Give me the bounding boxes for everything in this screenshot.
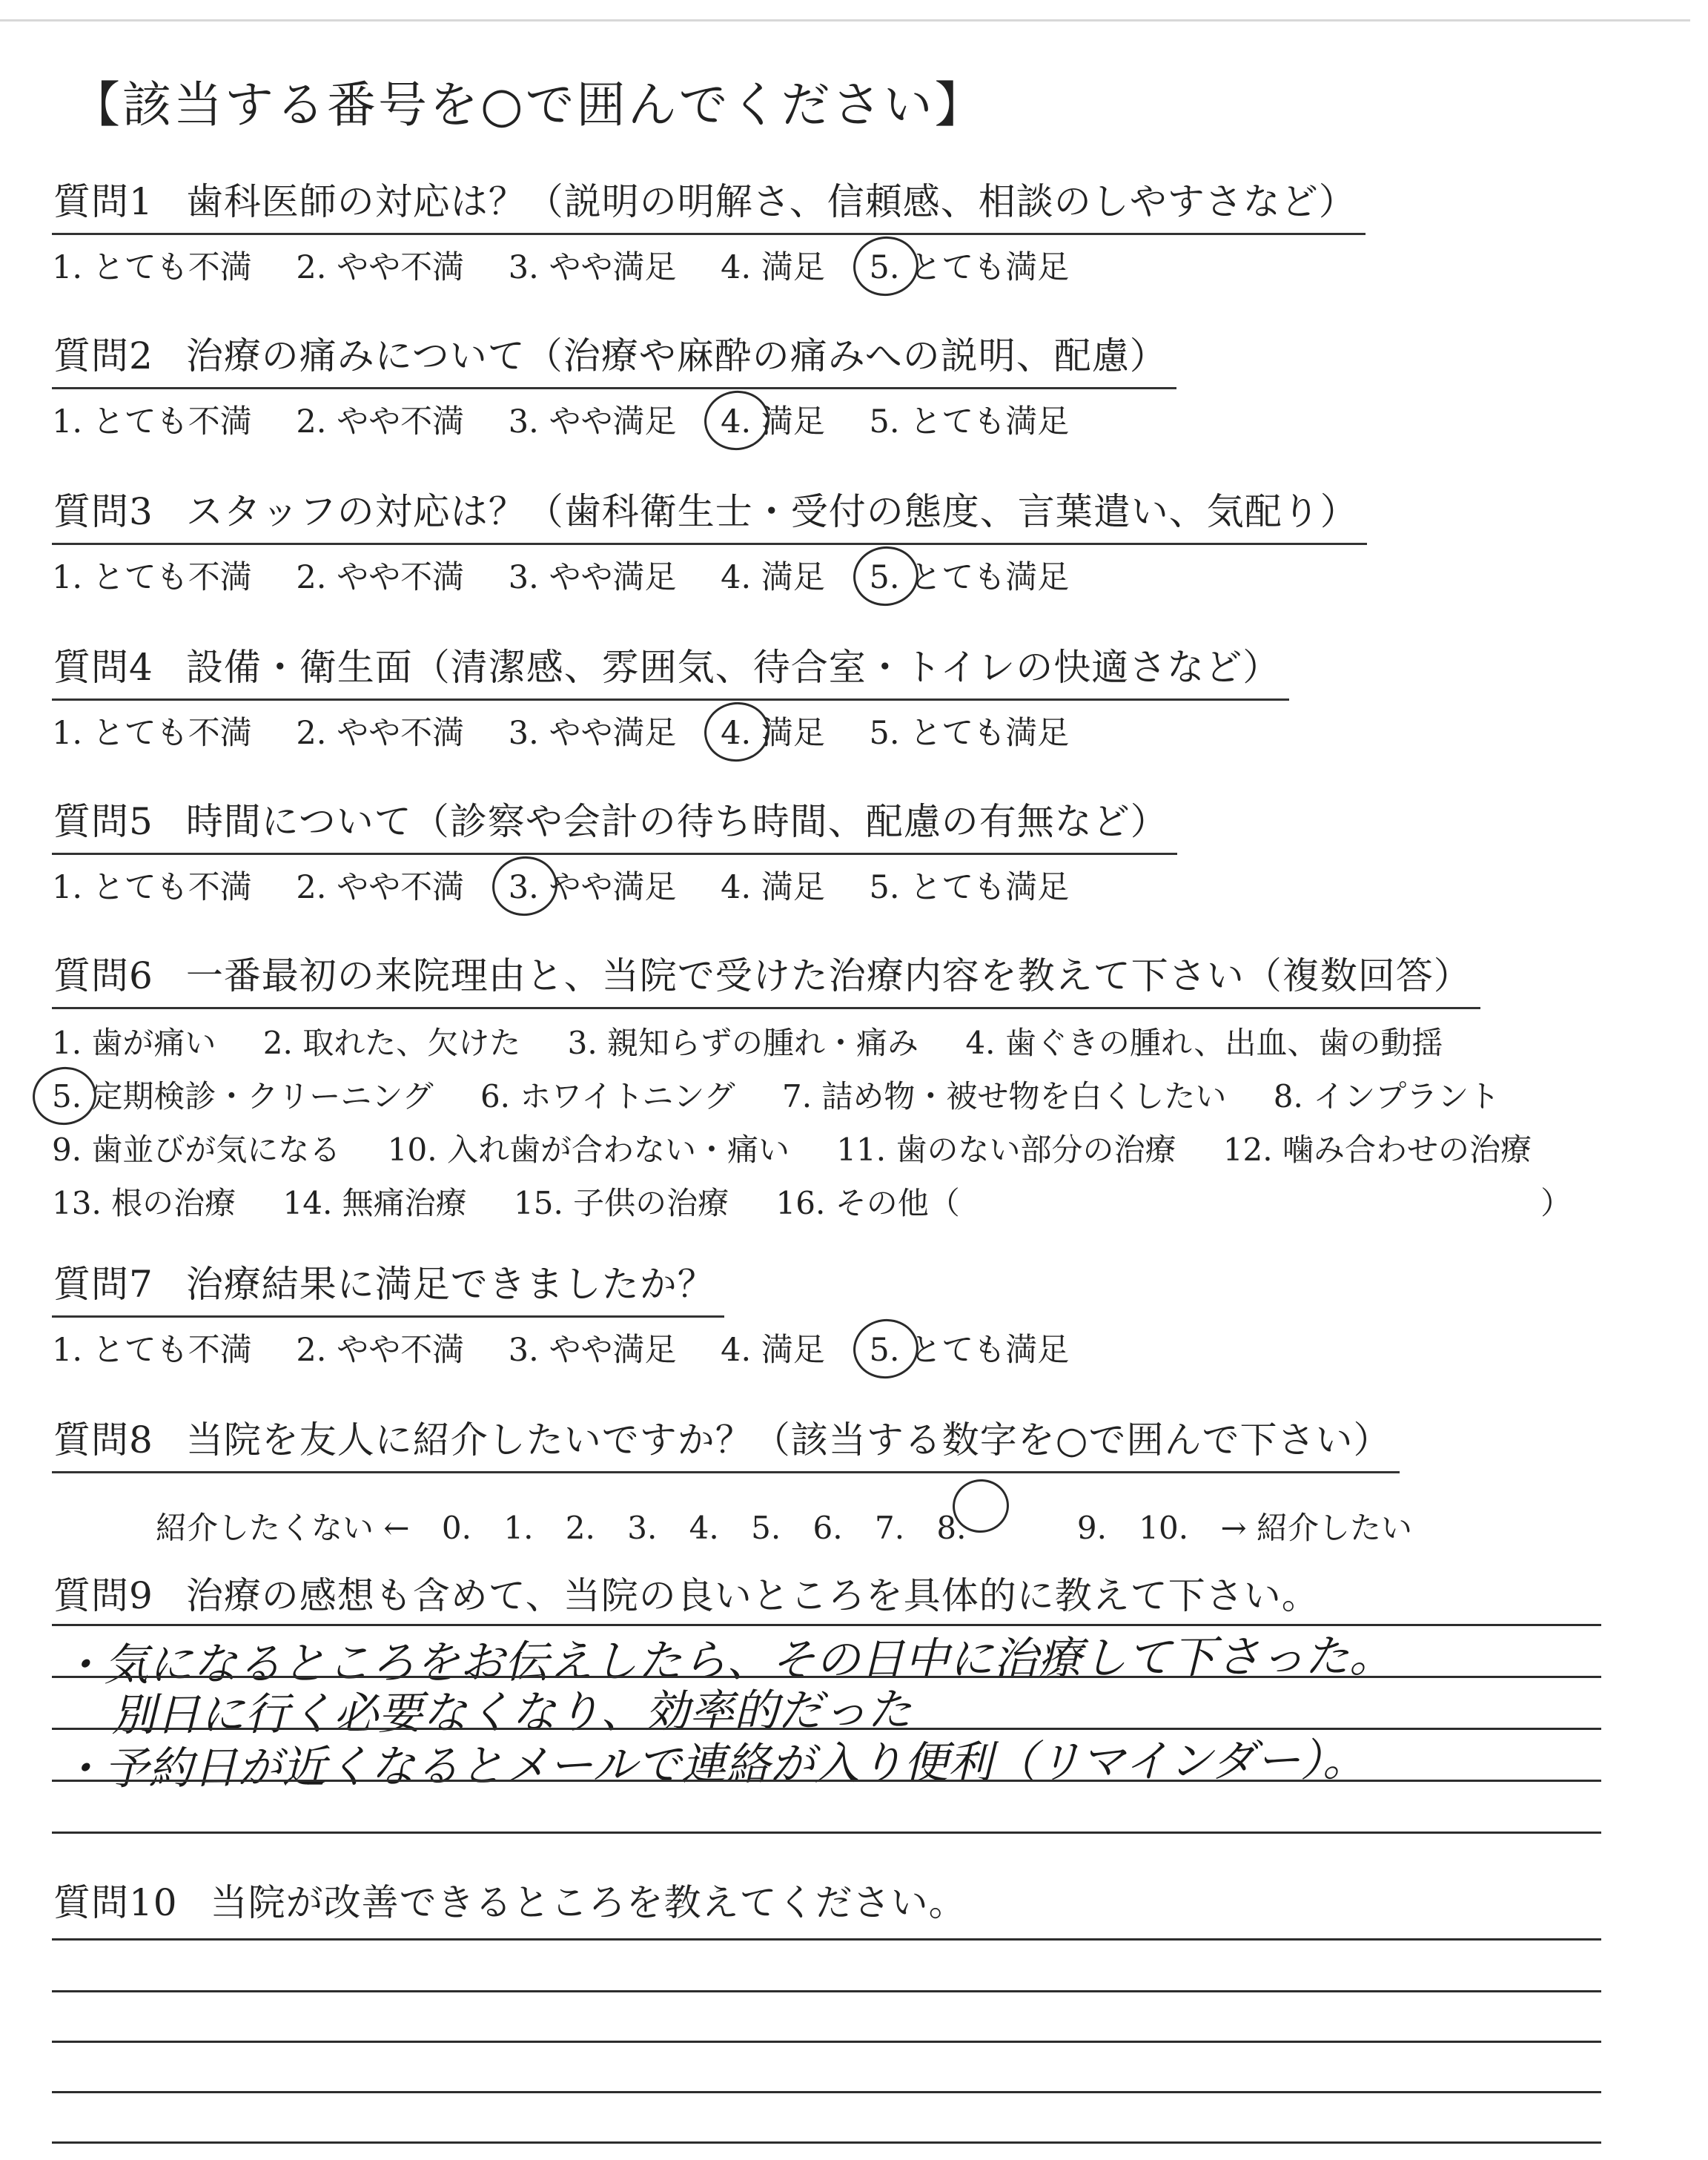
page-heading: 【該当する番号を○で囲んでください】 (71, 76, 986, 133)
selection-circle-mark (489, 852, 561, 919)
option-4[interactable]: 4. 満足 (721, 708, 825, 753)
question-text: 治療の感想も含めて、当院の良いところを具体的に教えて下さい。 (185, 1574, 1320, 1617)
handwritten-answer-line: ・予約日が近くなるとメールで連絡が入り便利（リマインダー）。 (59, 1734, 1368, 1796)
answer-options (52, 242, 1653, 288)
question-number: 質問3 (53, 490, 153, 533)
option-15[interactable]: 15. 子供の治療 (514, 1185, 729, 1221)
question-8 (52, 1410, 1653, 1548)
scale-9[interactable]: 9. (1076, 1510, 1107, 1546)
selection-circle-mark (849, 232, 921, 300)
handwritten-answer-line: 別日に行く必要なくなり、効率的だった (110, 1684, 913, 1742)
answer-options (52, 708, 1653, 753)
scale-left-label: 紹介したくない ← (156, 1510, 410, 1546)
option-3[interactable]: 3. やや満足 (508, 249, 677, 286)
treatment-options (52, 1017, 1653, 1230)
question-text: 設備・衛生面（清潔感、雰囲気、待合室・トイレの快適さなど） (185, 646, 1281, 689)
scale-5[interactable]: 5. (751, 1510, 781, 1546)
option-3[interactable]: 3. やや満足 (508, 559, 677, 596)
answer-line[interactable] (52, 1990, 1601, 1992)
option-4[interactable]: 4. 歯ぐきの腫れ、出血、歯の動揺 (965, 1025, 1443, 1061)
option-3[interactable]: 3. やや満足 (509, 862, 677, 908)
question-text: 治療の痛みについて（治療や麻酔の痛みへの説明、配慮） (185, 334, 1168, 377)
option-2[interactable]: 2. やや不満 (296, 403, 465, 440)
scale-right-label: → 紹介したい (1220, 1510, 1412, 1546)
answer-line[interactable] (52, 2041, 1601, 2043)
option-3[interactable]: 3. やや満足 (508, 403, 677, 440)
answer-line[interactable] (52, 1624, 1601, 1626)
option-2[interactable]: 2. 取れた、欠けた (262, 1025, 521, 1061)
question-7 (52, 1255, 1653, 1370)
question-10-title (52, 1873, 976, 1934)
answer-line[interactable] (52, 1938, 1601, 1941)
question-text: 治療結果に満足できましたか？ (185, 1263, 715, 1306)
scale-3[interactable]: 3. (627, 1510, 658, 1546)
answer-line[interactable] (52, 1832, 1601, 1834)
answer-line[interactable] (52, 2141, 1601, 2144)
option-4[interactable]: 4. 満足 (721, 249, 825, 286)
answer-line[interactable] (52, 1780, 1601, 1782)
selection-circle-mark (701, 386, 773, 454)
question-4-title (52, 638, 1289, 701)
option-1[interactable]: 1. とても不満 (52, 869, 252, 906)
question-number: 質問6 (53, 954, 153, 997)
option-2[interactable]: 2. やや不満 (296, 559, 465, 596)
selection-circle-mark (849, 1315, 921, 1382)
answer-line[interactable] (52, 2091, 1601, 2093)
question-number: 質問5 (53, 800, 153, 843)
option-3[interactable]: 3. やや満足 (508, 715, 677, 752)
question-2-title (52, 326, 1176, 389)
option-10[interactable]: 10. 入れ歯が合わない・痛い (387, 1132, 790, 1168)
option-2[interactable]: 2. やや不満 (296, 715, 465, 752)
question-9-title (52, 1566, 1328, 1627)
scale-2[interactable]: 2. (565, 1510, 595, 1546)
option-5[interactable]: 5. とても満足 (869, 403, 1070, 440)
answer-options (52, 397, 1653, 442)
question-number: 質問7 (53, 1263, 153, 1306)
handwritten-answer-line: ・気になるところをお伝えしたら、その日中に治療して下さった。 (59, 1630, 1394, 1692)
question-3 (52, 482, 1653, 598)
option-2[interactable]: 2. やや不満 (296, 1332, 465, 1369)
options-row (52, 1070, 1653, 1123)
question-2 (52, 326, 1653, 442)
option-7[interactable]: 7. 詰め物・被せ物を白くしたい (781, 1078, 1227, 1114)
scale-0[interactable]: 0. (441, 1510, 471, 1546)
question-10 (52, 1873, 1653, 1934)
option-14[interactable]: 14. 無痛治療 (282, 1185, 467, 1221)
scale-4[interactable]: 4. (689, 1510, 719, 1546)
question-number: 質問1 (53, 180, 153, 223)
scale-10[interactable]: 10. (1139, 1510, 1189, 1546)
top-border (0, 19, 1690, 22)
option-8[interactable]: 8. インプラント (1273, 1078, 1500, 1114)
question-text: 当院を友人に紹介したいですか？（該当する数字を○で囲んで下さい） (185, 1418, 1391, 1462)
recommend-scale (156, 1485, 1653, 1548)
option-2[interactable]: 2. やや不満 (296, 249, 465, 286)
answer-line[interactable] (52, 1728, 1601, 1730)
option-13[interactable]: 13. 根の治療 (52, 1185, 236, 1221)
question-number: 質問9 (53, 1574, 153, 1617)
option-1[interactable]: 1. とても不満 (52, 1332, 252, 1369)
question-8-title (52, 1410, 1400, 1473)
scale-1[interactable]: 1. (503, 1510, 534, 1546)
option-1[interactable]: 1. とても不満 (52, 715, 252, 752)
question-1-title (52, 172, 1366, 235)
other-close-paren: ） (1540, 1185, 1572, 1221)
question-5-title (52, 792, 1177, 855)
question-text: 歯科医師の対応は？（説明の明解さ、信頼感、相談のしやすさなど） (185, 180, 1357, 223)
option-3[interactable]: 3. 親知らずの腫れ・痛み (567, 1025, 919, 1061)
question-number: 質問4 (53, 646, 153, 689)
question-1 (52, 172, 1653, 288)
question-6-title (52, 946, 1480, 1009)
question-3-title (52, 482, 1367, 545)
option-2[interactable]: 2. やや不満 (296, 869, 465, 906)
scale-8[interactable]: 8. (936, 1485, 1045, 1546)
option-1[interactable]: 1. 歯が痛い (52, 1025, 216, 1061)
option-5[interactable]: 5. とても満足 (869, 715, 1070, 752)
question-text: スタッフの対応は？（歯科衛生士・受付の態度、言葉遣い、気配り） (185, 490, 1358, 533)
option-6[interactable]: 6. ホワイトニング (480, 1078, 735, 1114)
question-4 (52, 638, 1653, 753)
option-5[interactable]: 5. 定期検診・クリーニング (52, 1070, 434, 1123)
option-9[interactable]: 9. 歯並びが気になる (52, 1132, 341, 1168)
answer-options (52, 1325, 1653, 1370)
scale-6[interactable]: 6. (812, 1510, 843, 1546)
question-text: 時間について（診察や会計の待ち時間、配慮の有無など） (185, 800, 1168, 843)
option-4[interactable]: 4. 満足 (721, 869, 825, 906)
answer-line[interactable] (52, 1676, 1601, 1678)
question-9 (52, 1566, 1653, 1627)
option-3[interactable]: 3. やや満足 (508, 1332, 677, 1369)
question-number: 質問10 (53, 1881, 178, 1924)
option-4[interactable]: 4. 満足 (721, 559, 825, 596)
answer-options (52, 862, 1653, 908)
option-5[interactable]: 5. とても満足 (870, 552, 1070, 598)
option-4[interactable]: 4. 満足 (721, 1332, 825, 1369)
question-number: 質問2 (53, 334, 153, 377)
scale-7[interactable]: 7. (874, 1510, 905, 1546)
option-5[interactable]: 5. とても満足 (869, 869, 1070, 906)
answer-options (52, 552, 1653, 598)
question-5 (52, 792, 1653, 908)
selection-circle-mark (701, 698, 773, 765)
option-11[interactable]: 11. 歯のない部分の治療 (836, 1132, 1176, 1168)
option-1[interactable]: 1. とても不満 (52, 559, 252, 596)
options-row (52, 1017, 1653, 1070)
selection-circle-mark (29, 1063, 100, 1129)
option-5[interactable]: 5. とても満足 (870, 1325, 1070, 1370)
option-1[interactable]: 1. とても不満 (52, 249, 252, 286)
options-row (52, 1177, 1653, 1230)
question-text: 当院が改善できるところを教えてください。 (210, 1881, 967, 1924)
selection-circle-mark (950, 1476, 1013, 1536)
option-5[interactable]: 5. とても満足 (870, 242, 1070, 288)
question-6 (52, 946, 1653, 1230)
option-16[interactable]: 16. その他（ (775, 1185, 960, 1221)
options-row (52, 1123, 1653, 1177)
option-12[interactable]: 12. 噛み合わせの治療 (1222, 1132, 1532, 1168)
question-number: 質問8 (53, 1418, 153, 1462)
option-1[interactable]: 1. とても不満 (52, 403, 252, 440)
selection-circle-mark (849, 542, 921, 610)
question-text: 一番最初の来院理由と、当院で受けた治療内容を教えて下さい（複数回答） (185, 954, 1472, 997)
question-7-title (52, 1255, 724, 1318)
option-4[interactable]: 4. 満足 (721, 397, 825, 442)
